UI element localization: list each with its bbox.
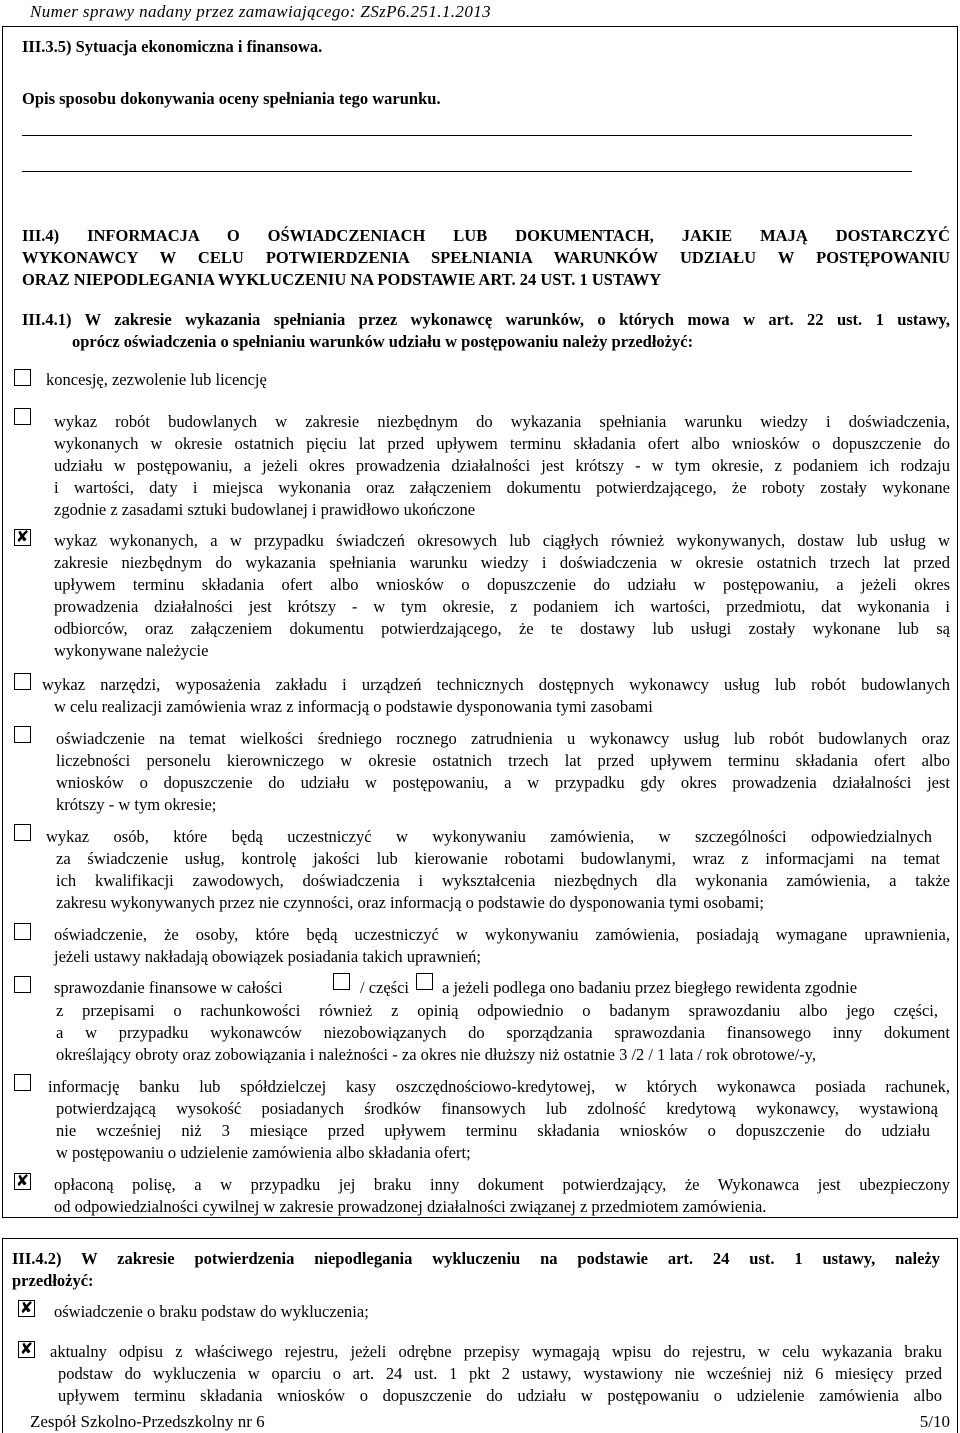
checkbox-partial[interactable]	[416, 973, 433, 990]
item-text-inline: / części	[360, 978, 410, 997]
checkbox[interactable]	[14, 923, 31, 940]
item-text: w celu realizacji zamówienia wraz z informacją o podstawie dysponowania tymi zasobami	[54, 697, 653, 716]
document-header: Numer sprawy nadany przez zamawiającego: ZSzP6.251.1.2013	[30, 2, 492, 21]
item-text: opłaconą polisę, a w przypadku jej braku inny dokument potwierdzający, że Wykonawca jest ubezpieczony	[54, 1175, 950, 1194]
checkbox[interactable]	[14, 824, 31, 841]
item-text: oświadczenie, że osoby, które będą uczestniczyć w wykonywaniu zamówienia, posiadają wymagane uprawnienia,	[54, 925, 950, 944]
checkbox[interactable]	[14, 1173, 31, 1190]
item-text: określający obroty oraz zobowiązania i należności - za okres nie dłuższy niż ostatnie 3 /2 / 1 lata / rok obrotowe/-y,	[56, 1045, 816, 1064]
check-icon: ✘	[19, 1339, 34, 1358]
section-4-title-line: ORAZ NIEPODLEGANIA WYKLUCZENIU NA PODSTAWIE ART. 24 UST. 1 USTAWY	[22, 270, 662, 289]
item-text-inline: a jeżeli podlega ono badaniu przez biegłego rewidenta zgodnie	[442, 978, 858, 997]
footer-school-name: Zespół Szkolno-Przedszkolny nr 6	[30, 1412, 265, 1431]
check-icon: ✘	[15, 1171, 30, 1190]
item-text: informację banku lub spółdzielczej kasy oszczędnościowo-kredytowej, w których wykonawca posiada rachunek,	[48, 1077, 950, 1096]
checkbox[interactable]	[14, 529, 31, 546]
checkbox[interactable]	[14, 976, 31, 993]
item-text: wykaz osób, które będą uczestniczyć w wykonywaniu zamówienia, w szczególności odpowiedzialnych	[46, 827, 932, 846]
item-text: w postępowaniu o udzielenie zamówienia albo składania ofert;	[56, 1143, 471, 1162]
answer-line	[22, 171, 912, 172]
item-text: upływem terminu składania ofert albo wniosków o dopuszczenie do udziału w postępowaniu, a jeżeli okres	[54, 575, 950, 594]
item-text: liczebności personelu kierowniczego w okresie ostatnich trzech lat przed upływem terminu składania ofert albo	[56, 751, 950, 770]
item-text: z przepisami o rachunkowości również z opinią odpowiednio o badanym sprawozdaniu albo jego części,	[56, 1001, 938, 1020]
checkbox[interactable]	[18, 1300, 35, 1317]
item-text: od odpowiedzialności cywilnej w zakresie prowadzonej działalności związanej z przedmiotem zamówienia.	[54, 1197, 767, 1216]
item-text: i wartości, daty i miejsca wykonania oraz załączeniem dokumentu potwierdzającego, że roboty zostały wykonane	[54, 478, 950, 497]
item-text: wykaz narzędzi, wyposażenia zakładu i urządzeń technicznych dostępnych wykonawcy usług lub robót budowlanych	[42, 675, 950, 694]
section-4-1-heading: oprócz oświadczenia o spełnianiu warunków udziału w postępowaniu należy przedłożyć:	[72, 332, 694, 351]
section-4-2-heading: przedłożyć:	[12, 1271, 94, 1290]
checkbox[interactable]	[14, 369, 31, 386]
page-number: 5/10	[919, 1412, 950, 1431]
item-text: prowadzenia działalności jest krótszy - w tym okresie, z podaniem ich wartości, przedmiotu, dat wykonania i	[54, 597, 950, 616]
item-text: za świadczenie usług, kontrolę jakości lub kierowanie robotami budowlanymi, wraz z informacjami na temat	[56, 849, 940, 868]
checkbox-full[interactable]	[333, 973, 350, 990]
item-text: wykaz wykonanych, a w przypadku świadczeń okresowych lub ciągłych również wykonywanych, dostaw lub usług w	[54, 531, 950, 550]
item-text: nie wcześniej niż 3 miesiące przed upływem terminu składania wniosków o dopuszczenie do udziału	[56, 1121, 930, 1140]
checkbox[interactable]	[14, 726, 31, 743]
item-text: udziału w postępowaniu, a jeżeli okres prowadzenia działalności jest krótszy - w tym okresie, z podaniem ich rodzaju	[54, 456, 950, 475]
section-4-1-heading: III.4.1) W zakresie wykazania spełniania przez wykonawcę warunków, o których mowa w art. 22 ust. 1 ustawy,	[22, 310, 950, 329]
item-text: koncesję, zezwolenie lub licencję	[46, 370, 267, 389]
section-4-title-line: WYKONAWCY W CELU POTWIERDZENIA SPEŁNIANIA WARUNKÓW UDZIAŁU W POSTĘPOWANIU	[22, 248, 950, 267]
checkbox[interactable]	[14, 1074, 31, 1091]
item-text: a w przypadku wykonawców niezobowiązanych do sporządzania sprawozdania finansowego inny dokument	[56, 1023, 950, 1042]
checkbox[interactable]	[14, 673, 31, 690]
item-text: krótszy - w tym okresie;	[56, 795, 217, 814]
item-text: zgodnie z zasadami sztuki budowlanej i prawidłowo ukończone	[54, 500, 476, 519]
item-text: aktualny odpisu z właściwego rejestru, jeżeli odrębne przepisy wymagają wpisu do rejestru, w celu wykazania braku	[50, 1342, 942, 1361]
item-text: wykaz robót budowlanych w zakresie niezbędnym do wykazania spełniania warunku wiedzy i doświadczenia,	[54, 412, 950, 431]
item-text: ich kwalifikacji zawodowych, doświadczenia i wykształcenia niezbędnych dla wykonania zamówienia, a także	[56, 871, 950, 890]
item-text: wykonywane należycie	[54, 641, 209, 660]
item-text: jeżeli ustawy nakładają obowiązek posiadania takich uprawnień;	[54, 947, 482, 966]
section-4-title-line: III.4) INFORMACJA O OŚWIADCZENIACH LUB DOKUMENTACH, JAKIE MAJĄ DOSTARCZYĆ	[22, 226, 950, 245]
section-title-3-5: III.3.5) Sytuacja ekonomiczna i finansowa.	[22, 37, 323, 56]
item-text: odbiorców, oraz załączeniem dokumentu potwierdzającego, że te dostawy lub usługi zostały wykonane lub są	[54, 619, 950, 638]
item-text: wniosków o dopuszczenie do udziału w postępowaniu, a w przypadku gdy okres prowadzenia działalności jest	[56, 773, 950, 792]
section-description: Opis sposobu dokonywania oceny spełniania tego warunku.	[22, 89, 441, 108]
item-text: oświadczenie o braku podstaw do wykluczenia;	[54, 1302, 369, 1321]
section-4-2-heading: III.4.2) W zakresie potwierdzenia niepodlegania wykluczeniu na podstawie art. 24 ust. 1 ustawy, należy	[12, 1249, 940, 1268]
item-text: oświadczenie na temat wielkości średniego rocznego zatrudnienia u wykonawcy usług lub robót budowlanych oraz	[56, 729, 950, 748]
item-text: potwierdzającą wysokość posiadanych środków finansowych lub zdolność kredytową wykonawcy, wystawioną	[56, 1099, 938, 1118]
answer-line	[22, 135, 912, 136]
check-icon: ✘	[15, 527, 30, 546]
item-text: upływem terminu składania wniosków o dopuszczenie do udziału w postępowaniu o udzielenie zamówienia albo	[58, 1386, 942, 1405]
item-text: sprawozdanie finansowe w całości	[54, 978, 283, 997]
checkbox[interactable]	[18, 1341, 35, 1358]
item-text: zakresu wykonywanych przez nie czynności, oraz informacją o podstawie do dysponowania tymi osobami;	[56, 893, 764, 912]
check-icon: ✘	[19, 1298, 34, 1317]
item-text: wykonanych w okresie ostatnich pięciu lat przed upływem terminu składania ofert albo wniosków o dopuszczenie do	[54, 434, 950, 453]
item-text: zakresie niezbędnym do wykazania spełniania warunku wiedzy i doświadczenia w okresie ostatnich trzech lat przed	[54, 553, 950, 572]
item-text: podstaw do wykluczenia w oparciu o art. 24 ust. 1 pkt 2 ustawy, wystawiony nie wcześniej niż 6 miesięcy przed	[58, 1364, 942, 1383]
checkbox[interactable]	[14, 408, 31, 425]
